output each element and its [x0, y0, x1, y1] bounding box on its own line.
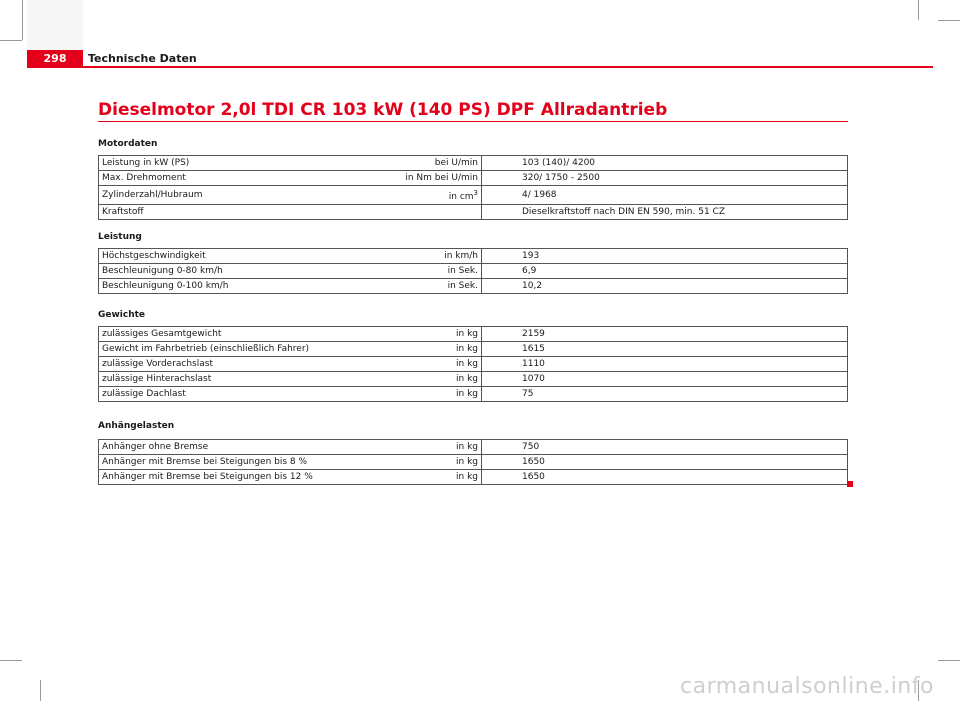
row-value: 10,2 [482, 279, 848, 294]
table-row [99, 186, 848, 205]
row-unit-superscript: 3 [473, 189, 478, 197]
row-value: 6,9 [482, 264, 848, 279]
row-unit: in kg [365, 387, 482, 402]
table-row [99, 264, 848, 279]
row-name: zulässige Hinterachslast [99, 372, 366, 387]
page-number: 298 [27, 50, 83, 67]
row-value: 75 [482, 387, 848, 402]
row-unit: in Sek. [365, 264, 482, 279]
table-row [99, 279, 848, 294]
row-value: 1615 [482, 342, 848, 357]
crop-mark [0, 40, 22, 41]
row-unit: in kg [365, 357, 482, 372]
row-name: zulässige Dachlast [99, 387, 366, 402]
row-value: 2159 [482, 327, 848, 342]
page-tab-background [27, 0, 83, 50]
table-row [99, 470, 848, 485]
row-unit: in km/h [365, 249, 482, 264]
section-label-anhaengelasten: Anhängelasten [98, 421, 175, 431]
header-rule [27, 66, 933, 68]
row-unit: in cm [448, 192, 474, 202]
section-label-leistung: Leistung [98, 232, 142, 242]
row-unit: in kg [365, 440, 482, 455]
table-row [99, 327, 848, 342]
row-unit-cell [365, 186, 482, 205]
section-label-gewichte: Gewichte [98, 310, 146, 320]
row-value: 103 (140)/ 4200 [482, 156, 848, 171]
row-value: 1650 [482, 470, 848, 485]
row-unit: in kg [365, 455, 482, 470]
table-motordaten [98, 155, 848, 220]
table-row [99, 357, 848, 372]
section-label-motordaten: Motordaten [98, 139, 158, 149]
table-row [99, 205, 848, 220]
row-unit: in kg [365, 372, 482, 387]
crop-mark [938, 20, 960, 21]
row-value: 1110 [482, 357, 848, 372]
crop-mark [22, 0, 23, 40]
table-row [99, 156, 848, 171]
table-row [99, 372, 848, 387]
table-row [99, 171, 848, 186]
row-unit [365, 205, 482, 220]
row-name: Höchstgeschwindigkeit [99, 249, 366, 264]
row-name: Kraftstoff [99, 205, 366, 220]
crop-mark [40, 680, 41, 701]
row-value: Dieselkraftstoff nach DIN EN 590, min. 51 CZ [482, 205, 848, 220]
row-value: 1650 [482, 455, 848, 470]
row-value: 1070 [482, 372, 848, 387]
table-row [99, 387, 848, 402]
table-gewichte [98, 326, 848, 402]
table-leistung [98, 248, 848, 294]
table-row [99, 342, 848, 357]
row-unit: in Nm bei U/min [365, 171, 482, 186]
row-unit: bei U/min [365, 156, 482, 171]
end-of-section-marker-icon [847, 481, 853, 487]
crop-mark [938, 660, 960, 661]
title-rule [98, 121, 848, 122]
table-row [99, 440, 848, 455]
row-name: Anhänger mit Bremse bei Steigungen bis 12 % [99, 470, 366, 485]
table-row [99, 249, 848, 264]
row-name: Zylinderzahl/Hubraum [99, 186, 366, 205]
row-unit: in Sek. [365, 279, 482, 294]
page-title: Dieselmotor 2,0l TDI CR 103 kW (140 PS) DPF Allradantrieb [98, 100, 668, 120]
table-row [99, 455, 848, 470]
row-name: Beschleunigung 0-80 km/h [99, 264, 366, 279]
row-name: zulässiges Gesamtgewicht [99, 327, 366, 342]
row-value: 750 [482, 440, 848, 455]
table-anhaengelasten [98, 439, 848, 485]
row-name: Anhänger ohne Bremse [99, 440, 366, 455]
row-name: Leistung in kW (PS) [99, 156, 366, 171]
crop-mark [918, 0, 919, 20]
watermark: carmanualsonline.info [680, 674, 934, 699]
row-name: Gewicht im Fahrbetrieb (einschließlich Fahrer) [99, 342, 366, 357]
row-unit: in kg [365, 342, 482, 357]
crop-mark [0, 660, 22, 661]
row-value: 320/ 1750 - 2500 [482, 171, 848, 186]
row-name: Max. Drehmoment [99, 171, 366, 186]
row-value: 193 [482, 249, 848, 264]
row-name: Beschleunigung 0-100 km/h [99, 279, 366, 294]
section-header: Technische Daten [88, 52, 197, 65]
row-unit: in kg [365, 470, 482, 485]
row-name: zulässige Vorderachslast [99, 357, 366, 372]
row-unit: in kg [365, 327, 482, 342]
row-value: 4/ 1968 [482, 186, 848, 205]
row-name: Anhänger mit Bremse bei Steigungen bis 8 % [99, 455, 366, 470]
